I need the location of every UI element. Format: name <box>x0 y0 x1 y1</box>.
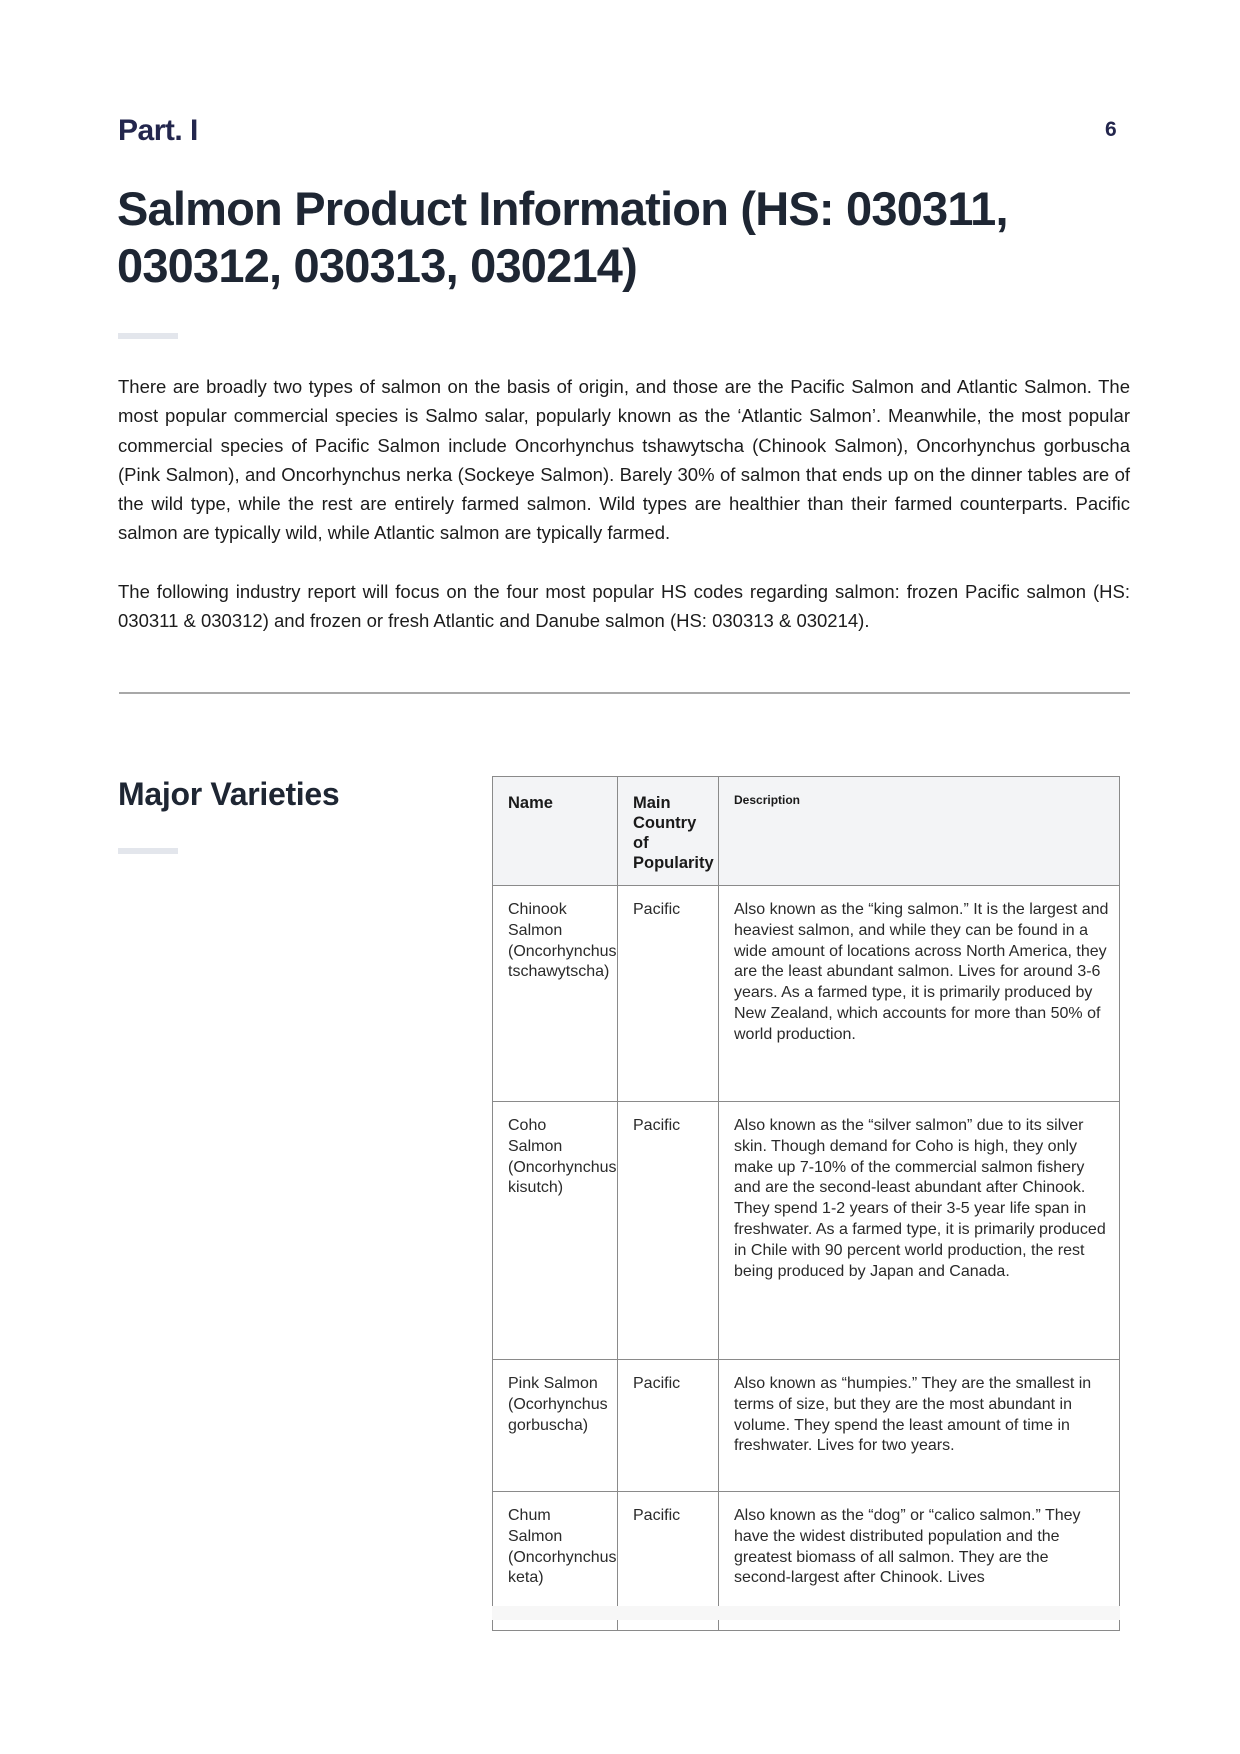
cell-country: Pacific <box>618 1102 719 1360</box>
focus-paragraph: The following industry report will focus on the four most popular HS codes regarding salmon: frozen Pacific salmon (HS: 030311 & 030312) and frozen or fresh Atlantic and Danube salmon (HS: 030313 & 030214). <box>118 581 1130 632</box>
section-divider <box>119 692 1130 694</box>
section-title: Major Varieties <box>118 776 340 812</box>
section-accent-bar <box>118 848 178 854</box>
column-header-country: Main Country of Popularity <box>618 777 719 886</box>
cell-country: Pacific <box>618 1492 719 1631</box>
table-header-row <box>493 777 1120 886</box>
cell-country: Pacific <box>618 886 719 1102</box>
cell-name: Coho Salmon (Oncorhynchus kisutch) <box>493 1102 618 1360</box>
cell-description: Also known as the “silver salmon” due to its silver skin. Though demand for Coho is high, they only make up 7-10% of the commercial salmon fishery and are the second-least abundant after Chinook. They spend 1-2 years of their 3-5 year life span in freshwater. As a farmed type, it is primarily produced in Chile with 90 percent world production, the rest being produced by Japan and Canada. <box>719 1102 1120 1360</box>
cell-name: Pink Salmon (Ocorhynchus gorbuscha) <box>493 1360 618 1492</box>
table-row <box>493 886 1120 1102</box>
cell-name: Chum Salmon (Oncorhynchus keta) <box>493 1492 618 1631</box>
column-header-name: Name <box>493 777 618 886</box>
cell-name: Chinook Salmon (Oncorhynchus tschawytscha) <box>493 886 618 1102</box>
column-header-description: Description <box>719 777 1120 886</box>
varieties-table <box>492 776 1120 1631</box>
cell-description: Also known as the “king salmon.” It is the largest and heaviest salmon, and while they can be found in a wide amount of locations across North America, they are the least abundant salmon. Lives for around 3-6 years. As a farmed type, it is primarily produced by New Zealand, which accounts for more than 50% of world production. <box>719 886 1120 1102</box>
page-number: 6 <box>1105 118 1117 141</box>
title-accent-bar <box>118 333 178 339</box>
table-continuation-strip <box>492 1606 1120 1620</box>
table-row <box>493 1360 1120 1492</box>
cell-description: Also known as “humpies.” They are the smallest in terms of size, but they are the most abundant in volume. They spend the least amount of time in freshwater. Lives for two years. <box>719 1360 1120 1492</box>
part-label: Part. I <box>118 114 198 147</box>
page-title: Salmon Product Information (HS: 030311, 030312, 030313, 030214) <box>117 182 1008 292</box>
intro-paragraph: There are broadly two types of salmon on the basis of origin, and those are the Pacific Salmon and Atlantic Salmon. The most popular commercial species is Salmo salar, popularly known as the ‘Atlantic Salmon’. Meanwhile, the most popular commercial species of Pacific Salmon include Oncorhynchus tshawytscha (Chinook Salmon), Oncorhynchus gorbuscha (Pink Salmon), and Oncorhynchus nerka (Sockeye Salmon). Barely 30% of salmon that ends up on the dinner tables are of the wild type, while the rest are entirely farmed salmon. Wild types are healthier than their farmed counterparts. Pacific salmon are typically wild, while Atlantic salmon are typically farmed. <box>118 376 1130 544</box>
cell-country: Pacific <box>618 1360 719 1492</box>
cell-description: Also known as the “dog” or “calico salmon.” They have the widest distributed population and the greatest biomass of all salmon. They are the second-largest after Chinook. Lives <box>719 1492 1120 1631</box>
table-row <box>493 1102 1120 1360</box>
